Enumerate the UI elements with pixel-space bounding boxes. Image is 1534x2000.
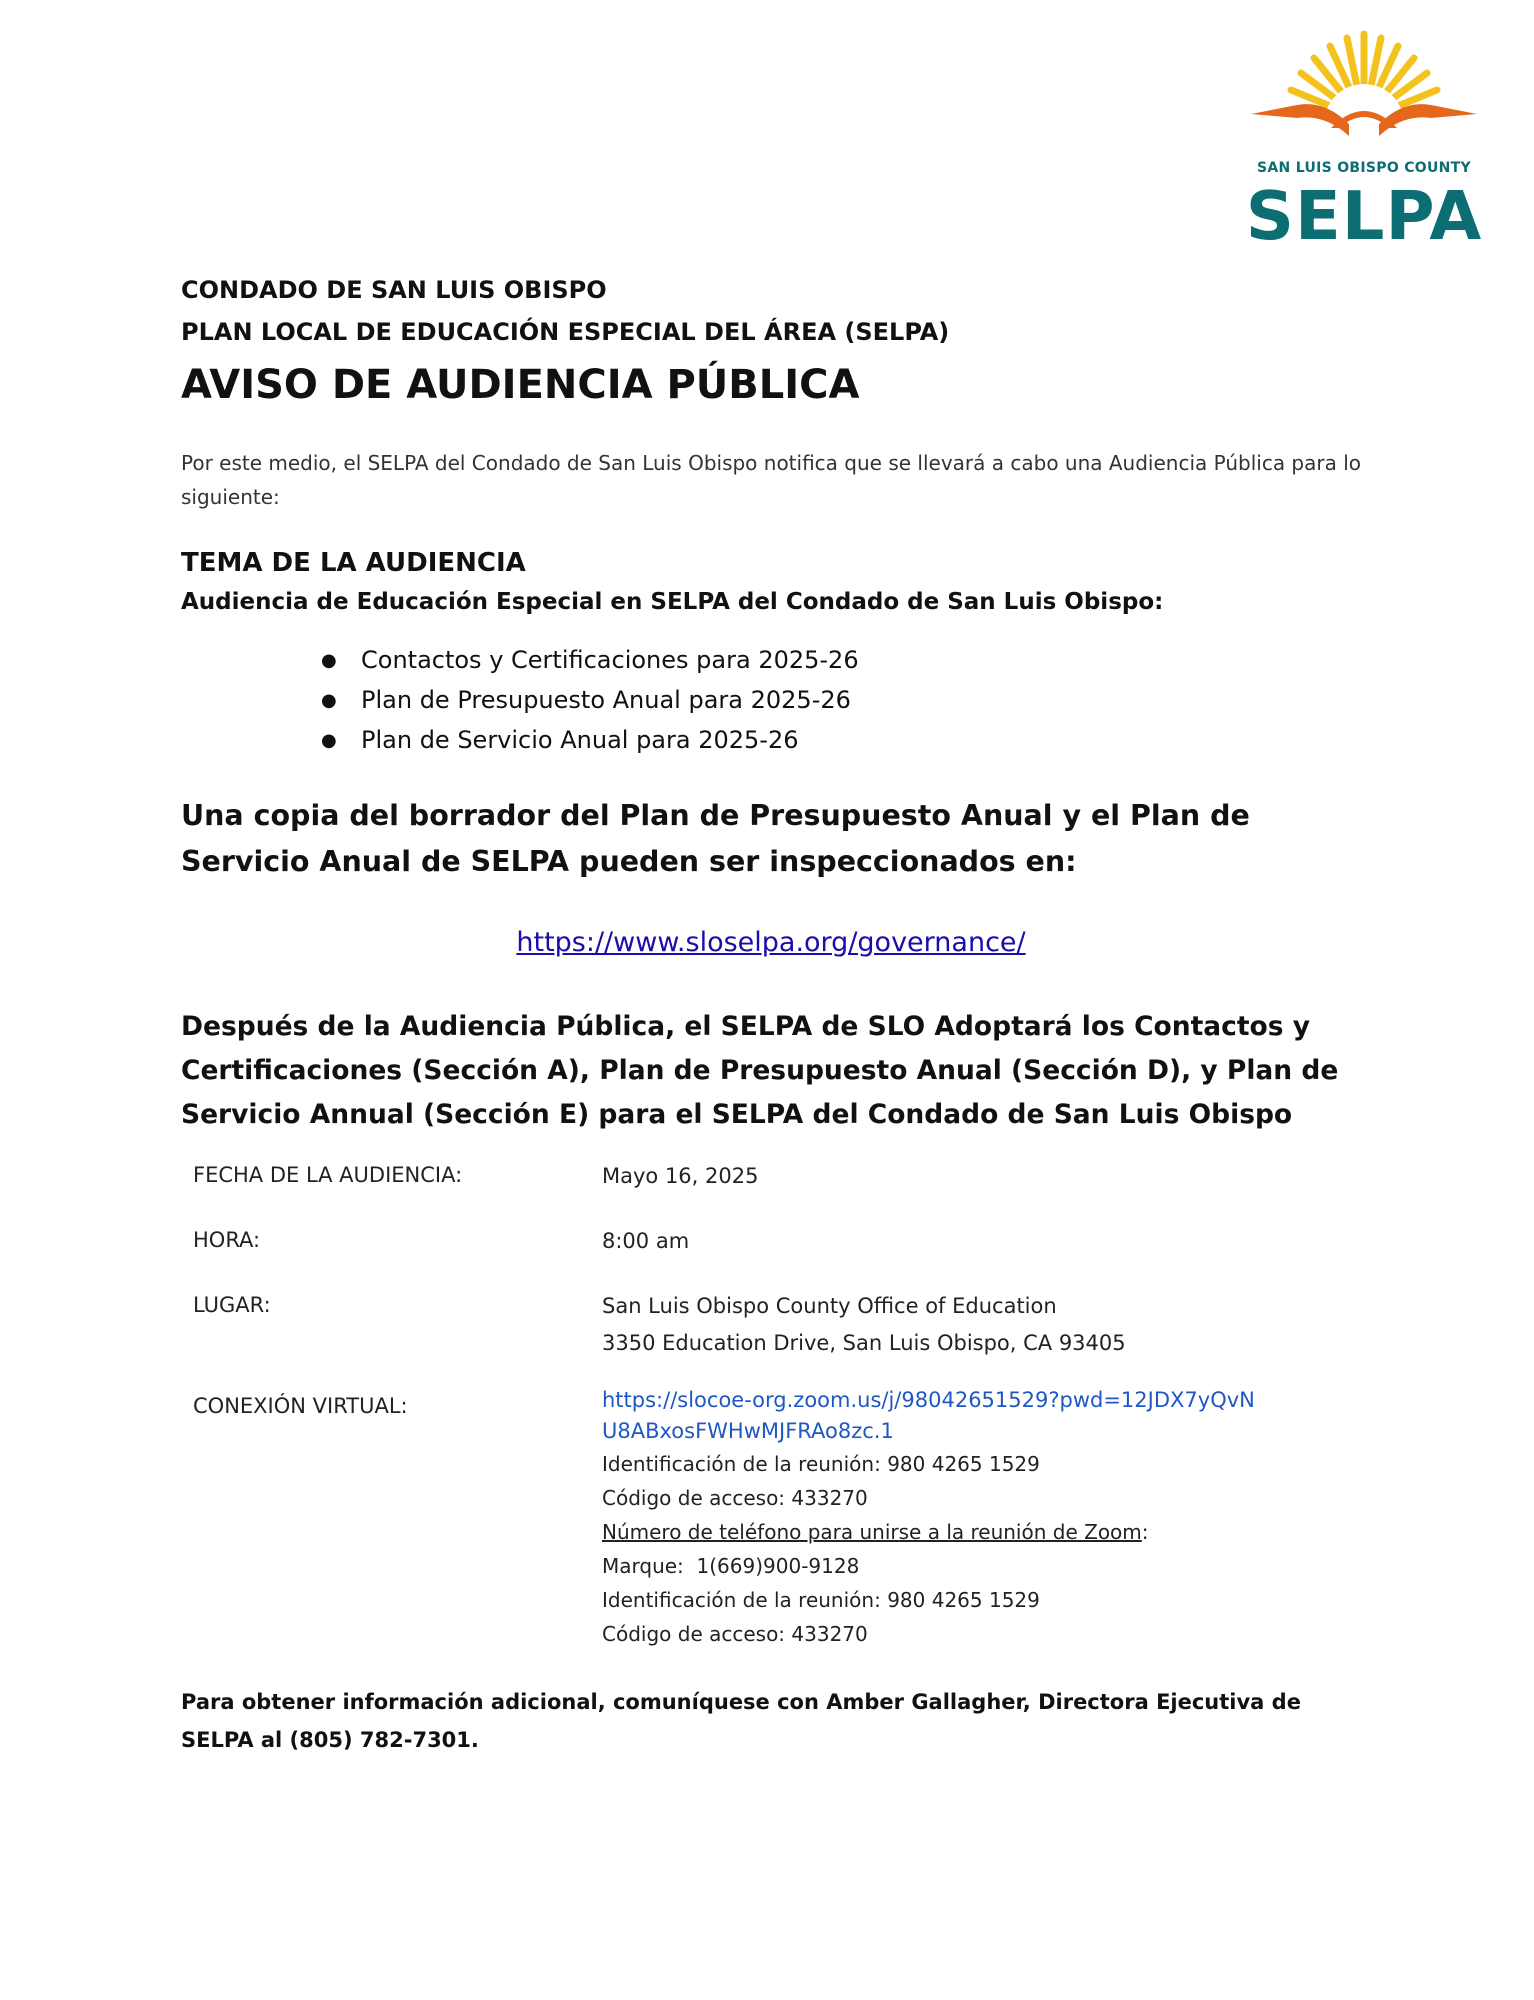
place-line-1: San Luis Obispo County Office of Education xyxy=(602,1294,1057,1318)
date-value: Mayo 16, 2025 xyxy=(602,1164,759,1188)
dial-line: Marque: 1(669)900-9128 xyxy=(602,1554,860,1578)
meeting-id-line-2: Identificación de la reunión: 980 4265 1529 xyxy=(602,1588,1040,1612)
logo-wordmark: SELPA xyxy=(1245,177,1483,255)
selpa-logo xyxy=(1245,28,1483,254)
header-plan: PLAN LOCAL DE EDUCACIÓN ESPECIAL DEL ÁREA (SELPA) xyxy=(181,318,950,346)
logo-county-text: SAN LUIS OBISPO COUNTY xyxy=(1257,160,1471,176)
bullet-icon: ● xyxy=(321,730,337,751)
contact-info: Para obtener información adicional, comuníquese con Amber Gallagher, Directora Ejecutiva de SELPA al (805) 782-7301. xyxy=(181,1690,1301,1752)
virtual-details xyxy=(602,1385,1362,1651)
bullet-icon: ● xyxy=(321,690,337,711)
bullet-icon: ● xyxy=(321,650,337,671)
place-label: LUGAR: xyxy=(193,1293,271,1317)
time-value: 8:00 am xyxy=(602,1229,690,1253)
page-title: AVISO DE AUDIENCIA PÚBLICA xyxy=(181,362,860,408)
list-item: ● Plan de Presupuesto Anual para 2025-26 xyxy=(321,686,851,714)
date-label: FECHA DE LA AUDIENCIA: xyxy=(193,1163,463,1187)
list-item: ● Contactos y Certificaciones para 2025-26 xyxy=(321,646,859,674)
place-line-2: 3350 Education Drive, San Luis Obispo, CA 93405 xyxy=(602,1331,1126,1355)
passcode-line: Código de acceso: 433270 xyxy=(602,1486,868,1510)
meeting-id-line: Identificación de la reunión: 980 4265 1529 xyxy=(602,1452,1040,1476)
intro-paragraph: Por este medio, el SELPA del Condado de San Luis Obispo notifica que se llevará a cabo una Audiencia Pública para lo siguiente: xyxy=(181,451,1362,509)
copy-notice: Una copia del borrador del Plan de Presupuesto Anual y el Plan de Servicio Anual de SELPA pueden ser inspeccionados en: xyxy=(181,799,1250,878)
governance-link[interactable]: https://www.sloselpa.org/governance/ xyxy=(516,927,1026,958)
header-county: CONDADO DE SAN LUIS OBISPO xyxy=(181,276,607,304)
zoom-link-line-2[interactable]: U8ABxosFWHwMJFRAo8zc.1 xyxy=(602,1419,894,1443)
list-item: ● Plan de Servicio Anual para 2025-26 xyxy=(321,726,799,754)
topic-heading: TEMA DE LA AUDIENCIA xyxy=(181,548,526,578)
time-label: HORA: xyxy=(193,1228,261,1252)
passcode-line-2: Código de acceso: 433270 xyxy=(602,1622,868,1646)
sun-book-logo-icon xyxy=(1245,28,1483,158)
phone-heading: Número de teléfono para unirse a la reunión de Zoom: xyxy=(602,1520,1149,1544)
topic-list xyxy=(321,646,859,766)
topic-subheading: Audiencia de Educación Especial en SELPA del Condado de San Luis Obispo: xyxy=(181,589,1164,615)
zoom-link-line-1[interactable]: https://slocoe-org.zoom.us/j/98042651529?pwd=12JDX7yQvN xyxy=(602,1388,1255,1412)
adoption-notice: Después de la Audiencia Pública, el SELPA de SLO Adoptará los Contactos y Certificaciones (Sección A), Plan de Presupuesto Anual (Sección D), y Plan de Servicio Annual (Sección E) para el SELPA del Condado de San Luis Obispo xyxy=(181,1011,1339,1130)
virtual-label: CONEXIÓN VIRTUAL: xyxy=(193,1394,408,1418)
